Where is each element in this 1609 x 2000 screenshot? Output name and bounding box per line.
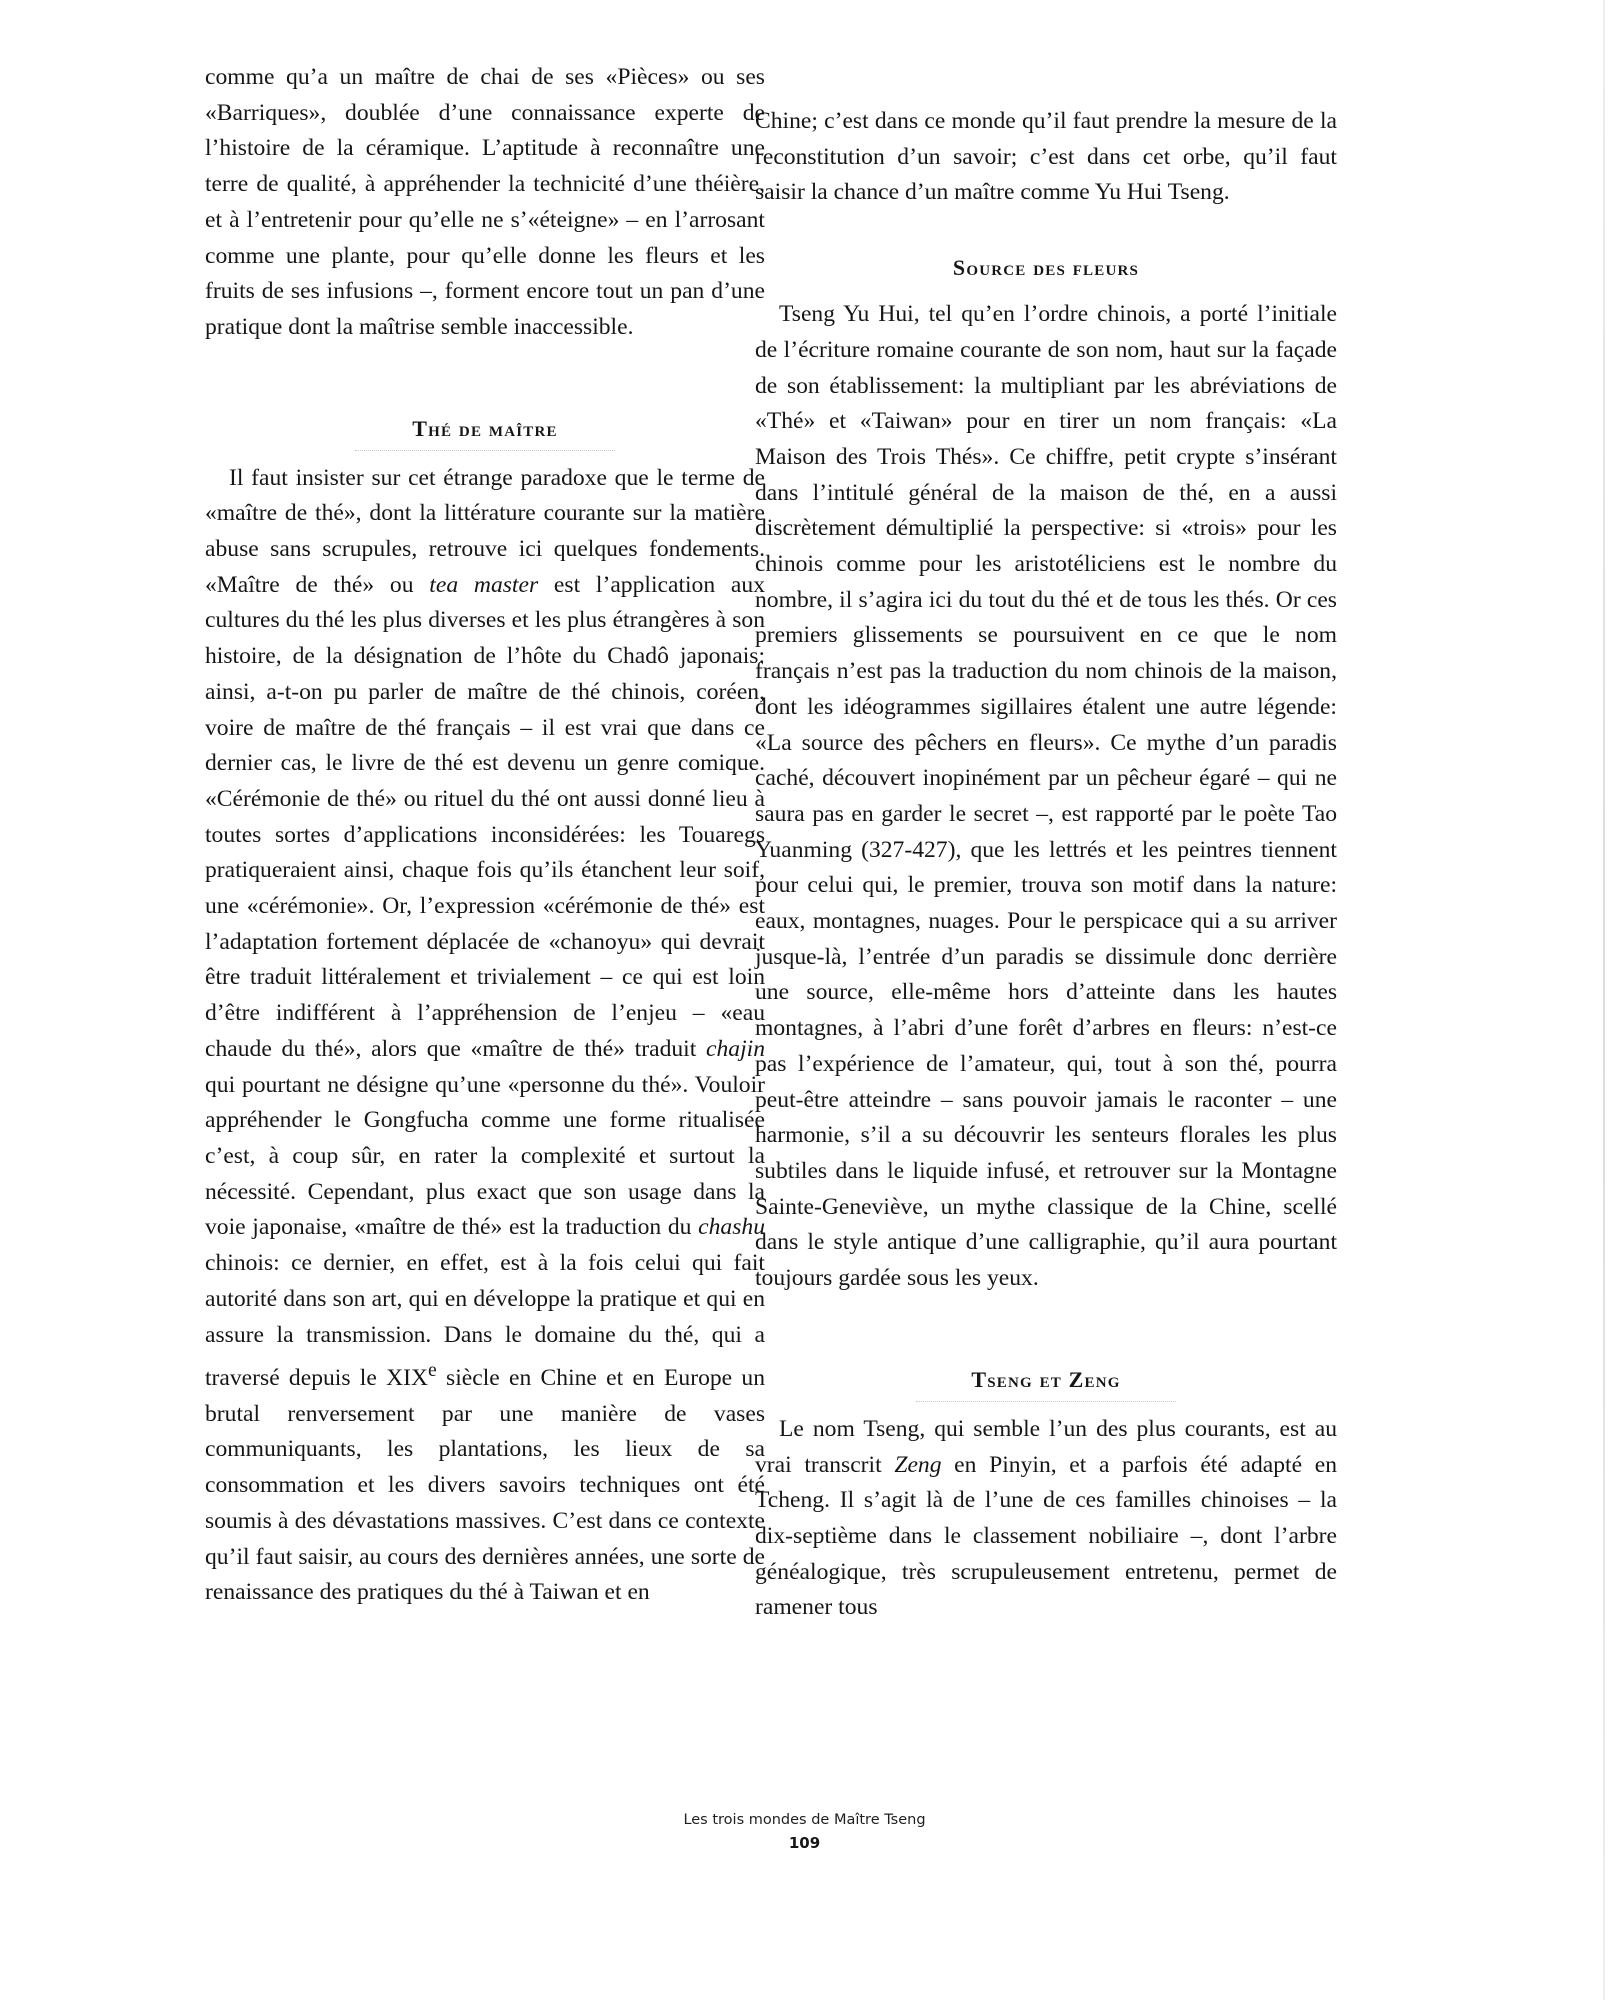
section-heading-the-de-maitre: Thé de maître [412, 415, 558, 441]
paragraph-source-des-fleurs: Tseng Yu Hui, tel qu’en l’ordre chinois, a porté l’initiale de l’écriture romaine courante de son nom, haut sur la façade de son établissement: la multipliant par les abréviations de «Thé» et «Taiwan» pour en tirer un nom français: «La Maison des Trois Thés». Ce chiffre, petit crypte s’insérant dans l’intitulé général de la maison de thé, en a aussi discrètement démultiplié la perspective: si «trois» pour les chinois comme pour les aristotéliciens est le nombre du nombre, il s’agira ici du tout du thé et de tous les thés. Or ces premiers glissements se poursuivent en ce que le nom français n’est pas la traduction du nom chinois de la maison, dont les idéogrammes sigillaires étalent une autre légende: «La source des pêchers en fleurs». Ce mythe d’un paradis caché, découvert inopinément par un pêcheur égaré – qui ne saura pas en garder le secret –, est rapporté par le poète Tao Yuanming (327-427), que les lettrés et les peintres tiennent pour celui qui, le premier, trouva son motif dans la nature: eaux, montagnes, nuages. Pour le perspicace qui a su arriver jusque-là, l’entrée d’un paradis se dissimule donc derrière une source, elle-même hors d’atteinte dans les hautes montagnes, à l’abri d’une forêt d’arbres en fleurs: n’est-ce pas l’expérience de l’amateur, qui, tout à son thé, pourra peut-être atteindre – sans pouvoir jamais le raconter – une harmonie, s’il a su découvrir les senteurs florales les plus subtiles dans le liquide infusé, et retrouver sur la Montagne Sainte-Geneviève, un mythe classique de la Chine, scellé dans le style antique d’une calligraphie, qu’il aura pourtant toujours gardée sous les yeux. [755, 301, 1337, 1292]
italic-term: chashu [698, 1214, 765, 1241]
right-column [755, 104, 1337, 1626]
paragraph-tseng-et-zeng: Le nom Tseng, qui semble l’un des plus courants, est au vrai transcrit Zeng en Pinyin, et a parfois été adapté en Tcheng. Il s’agit là de l’une de ces familles chinoises – la dix-septième dans le classement nobiliaire –, dont l’arbre généalogique, très scrupuleusement entretenu, permet de ramener tous [755, 1415, 1338, 1621]
paragraph-continuation: comme qu’a un maître de chai de ses «Pièces» ou ses «Barriques», doublée d’une connaissance experte de l’histoire de la céramique. L’aptitude à reconnaître une terre de qualité, à appréhender la technicité d’une théière, et à l’entretenir pour qu’elle ne s’«éteigne» – en l’arrosant comme une plante, pour qu’elle donne les fleurs et les fruits de ses infusions –, forment encore tout un pan d’une pratique dont la maîtrise semble inaccessible. [205, 64, 765, 340]
section-heading-tseng-et-zeng: Tseng et Zeng [971, 1366, 1121, 1392]
paragraph-continuation-right: Chine; c’est dans ce monde qu’il faut prendre la mesure de la reconstitution d’un savoir; c’est dans cet orbe, qu’il faut saisir la chance d’un maître comme Yu Hui Tseng. [755, 108, 1337, 206]
left-column [205, 60, 765, 1611]
page-footer [0, 1812, 1609, 1852]
superscript: e [428, 1359, 437, 1382]
italic-term: chajin [706, 1035, 765, 1062]
section-heading-source-des-fleurs: Source des fleurs [952, 255, 1140, 281]
page-number: 109 [788, 1834, 821, 1852]
italic-term: tea master [429, 571, 539, 598]
paragraph-the-de-maitre: Il faut insister sur cet étrange paradoxe que le terme de «maître de thé», dont la littérature courante sur la matière abuse sans scrupules, retrouve ici quelques fondements. «Maître de thé» ou tea master est l’application aux cultures du thé les plus diverses et les plus étrangères à son histoire, de la désignation de l’hôte du Chadô japonais: ainsi, a-t-on pu parler de maître de thé chinois, coréen, voire de maître de thé français – il est vrai que dans ce dernier cas, le livre de thé est devenu un genre comique. «Cérémonie de thé» ou rituel du thé ont aussi donné lieu à toutes sortes d’applications inconsidérées: les Touaregs pratiqueraient ainsi, chaque fois qu’ils étanchent leur soif, une «cérémonie». Or, l’expression «cérémonie de thé» est l’adaptation fortement déplacée de «chanoyu» qui devrait être traduit littéralement et trivialement – ce qui est loin d’être indifférent à l’appréhension de l’enjeu – «eau chaude du thé», alors que «maître de thé» traduit chajin qui pourtant ne désigne qu’une «personne du thé». Vouloir appréhender le Gongfucha comme une forme ritualisée c’est, à coup sûr, en rater la complexité et surtout la nécessité. Cependant, plus exact que son usage dans la voie japonaise, «maître de thé» est la traduction du chashu chinois: ce dernier, en effet, est à la fois celui qui fait autorité dans son art, qui en développe la pratique et qui en assure la transmission. Dans le domaine du thé, qui a traversé depuis le XIXe siècle en Chine et en Europe un brutal renversement par une manière de vases communiquants, les plantations, les lieux de sa consommation et les divers savoirs techniques ont été soumis à des dévastations massives. C’est dans ce contexte qu’il faut saisir, au cours des dernières années, une sorte de renaissance des pratiques du thé à Taiwan et en [205, 464, 765, 1606]
italic-term: Zeng [894, 1451, 942, 1478]
running-title: Les trois mondes de Maître Tseng [683, 1812, 926, 1828]
scan-edge-shadow [1603, 0, 1605, 2000]
